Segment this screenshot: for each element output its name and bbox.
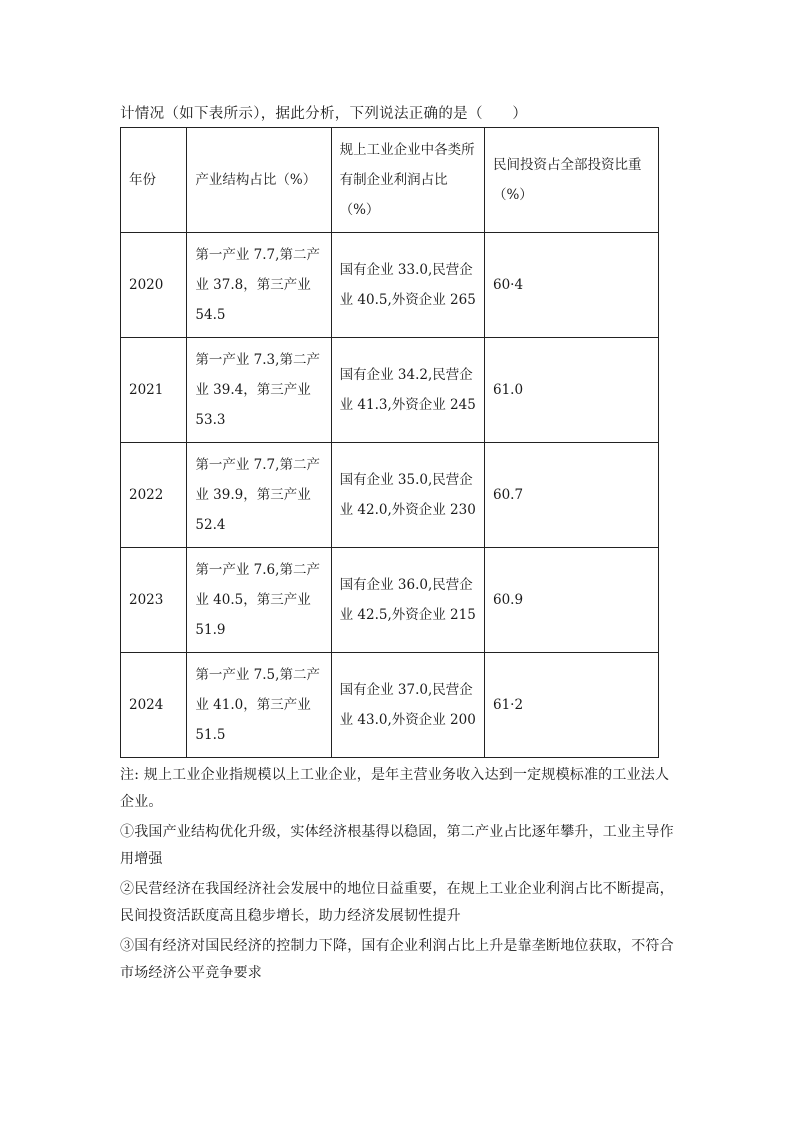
cell-industry: 第一产业 7.3,第二产业 39.4，第三产业 53.3 bbox=[187, 338, 331, 443]
cell-investment: 61.0 bbox=[484, 338, 658, 443]
statement-1: ①我国产业结构优化升级，实体经济根基得以稳固，第二产业占比逐年攀升，工业主导作用增强 bbox=[120, 824, 674, 867]
cell-investment: 60.9 bbox=[484, 548, 658, 653]
cell-ownership: 国有企业 33.0,民营企业 40.5,外资企业 265 bbox=[331, 233, 484, 338]
cell-industry: 第一产业 7.6,第二产业 40.5，第三产业 51.9 bbox=[187, 548, 331, 653]
question-intro: 计情况（如下表所示），据此分析，下列说法正确的是（ ） bbox=[120, 106, 528, 122]
header-year: 年份 bbox=[121, 128, 187, 233]
cell-investment: 60.7 bbox=[484, 443, 658, 548]
header-industry-structure: 产业结构占比（%） bbox=[187, 128, 331, 233]
table-row bbox=[121, 548, 659, 653]
cell-year: 2023 bbox=[121, 548, 187, 653]
table-row bbox=[121, 653, 659, 758]
cell-industry: 第一产业 7.7,第二产业 39.9，第三产业 52.4 bbox=[187, 443, 331, 548]
cell-investment: 61·2 bbox=[484, 653, 658, 758]
cell-ownership: 国有企业 34.2,民营企业 41.3,外资企业 245 bbox=[331, 338, 484, 443]
cell-year: 2021 bbox=[121, 338, 187, 443]
header-profit-share: 规上工业企业中各类所有制企业利润占比（%） bbox=[331, 128, 484, 233]
cell-year: 2024 bbox=[121, 653, 187, 758]
cell-year: 2020 bbox=[121, 233, 187, 338]
statement-2: ②民营经济在我国经济社会发展中的地位日益重要，在规上工业企业利润占比不断提高，民间投资活跃度高且稳步增长，助力经济发展韧性提升 bbox=[120, 881, 674, 924]
statement-3: ③国有经济对国民经济的控制力下降，国有企业利润占比上升是靠垄断地位获取，不符合市场经济公平竞争要求 bbox=[120, 938, 674, 981]
cell-industry: 第一产业 7.5,第二产业 41.0，第三产业 51.5 bbox=[187, 653, 331, 758]
table-footnote: 注: 规上工业企业指规模以上工业企业，是年主营业务收入达到一定规模标准的工业法人企业。 bbox=[120, 767, 670, 810]
notes-section bbox=[120, 762, 680, 990]
table-row bbox=[121, 443, 659, 548]
header-private-investment: 民间投资占全部投资比重（%） bbox=[484, 128, 658, 233]
table-row bbox=[121, 338, 659, 443]
statistics-table bbox=[120, 127, 659, 758]
table-row bbox=[121, 233, 659, 338]
cell-industry: 第一产业 7.7,第二产业 37.8，第三产业 54.5 bbox=[187, 233, 331, 338]
cell-investment: 60·4 bbox=[484, 233, 658, 338]
cell-ownership: 国有企业 36.0,民营企业 42.5,外资企业 215 bbox=[331, 548, 484, 653]
cell-ownership: 国有企业 35.0,民营企业 42.0,外资企业 230 bbox=[331, 443, 484, 548]
cell-year: 2022 bbox=[121, 443, 187, 548]
table-header-row bbox=[121, 128, 659, 233]
cell-ownership: 国有企业 37.0,民营企业 43.0,外资企业 200 bbox=[331, 653, 484, 758]
